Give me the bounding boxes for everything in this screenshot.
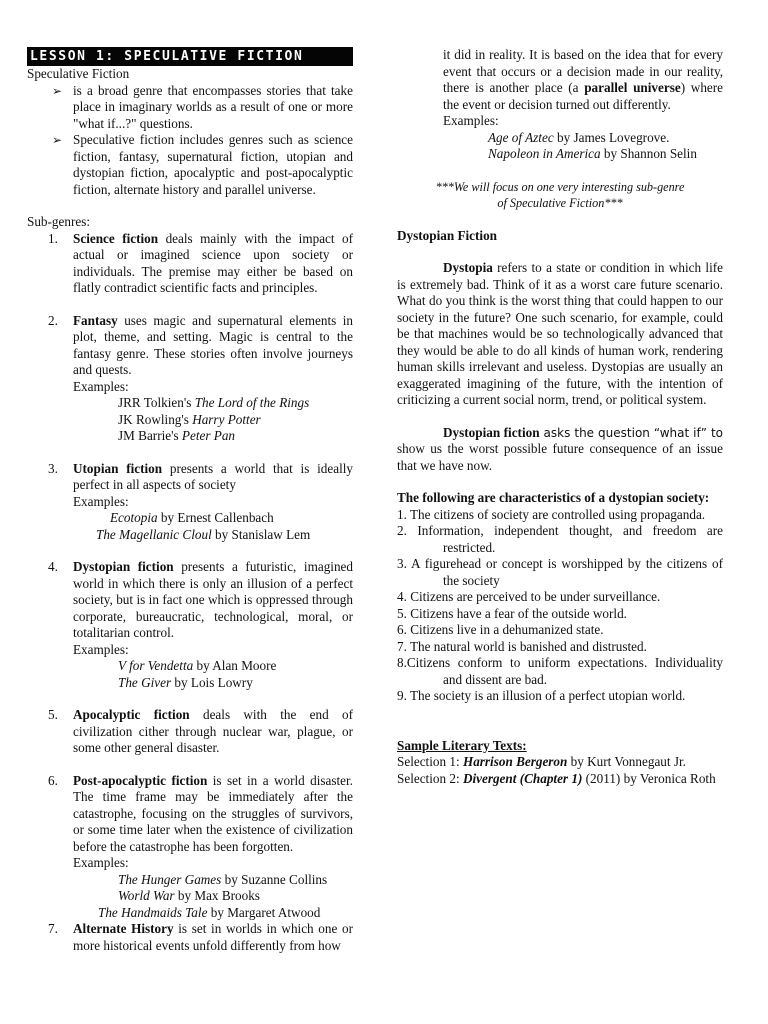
subgenre-term: Dystopian fiction xyxy=(73,559,174,574)
left-column xyxy=(27,47,353,954)
arrow-bullet-icon: ➢ xyxy=(52,133,63,147)
example-book: The Giver by Lois Lowry xyxy=(118,674,253,690)
subgenres-label: Sub-genres: xyxy=(27,214,90,229)
examples-label: Examples: xyxy=(73,378,129,394)
subgenre-item: 3. Utopian fiction presents a world that is ideally perfect in all aspects of society xyxy=(48,460,354,492)
example-book: JK Rowling's Harry Potter xyxy=(118,411,261,427)
examples-label: Examples: xyxy=(443,113,499,128)
sample-selection: Selection 2: Divergent (Chapter 1) (2011) by Veronica Roth xyxy=(397,770,716,786)
focus-note: of Speculative Fiction*** xyxy=(497,196,623,210)
examples-label: Examples: xyxy=(73,641,129,657)
sample-heading: Sample Literary Texts: xyxy=(397,737,527,753)
characteristic-item: 6. Citizens live in a dehumanized state. xyxy=(397,622,604,637)
example-book: Ecotopia by Ernest Callenbach xyxy=(110,510,274,525)
example-book: World War by Max Brooks xyxy=(118,888,260,903)
example-book: The Magellanic Cloul by Stanislaw Lem xyxy=(96,526,311,542)
lesson-title: LESSON 1: SPECULATIVE FICTION xyxy=(27,47,353,66)
intro-title: Speculative Fiction xyxy=(27,66,130,81)
characteristics-heading: The following are characteristics of a dystopian society: xyxy=(397,490,710,505)
intro-bullet: ➢ Speculative fiction includes genres such as science fiction, fantasy, supernatural fiction, utopian and dystopian fiction, apocalyptic and post-apocalyptic fiction, alternate history and parallel universe. xyxy=(52,132,353,197)
right-column xyxy=(397,47,723,787)
sample-selection: Selection 1: Harrison Bergeron by Kurt Vonnegaut Jr. xyxy=(397,754,686,769)
dystopia-paragraph: Dystopia refers to a state or condition in which life is extremely bad. Think of it as a worst care future scenario. What do you think is the worst thing that could happen to our society in the future? One such scenario, for example, could be that machines would be so technologically advanced that they would be able to do all kinds of human work, rendering human skills irrelevant and useless. Dystopias are usually an exaggerated imagining of the future, with the intention of criticizing a current social norm, trend, or political system. xyxy=(397,260,723,407)
example-book: The Hunger Games by Suzanne Collins xyxy=(118,871,328,887)
dystopian-fiction-paragraph: Dystopian fiction asks the question “what if” to show us the worst possible future consequence of an issue that we have now. xyxy=(397,424,723,473)
example-book: The Handmaids Tale by Margaret Atwood xyxy=(98,904,321,920)
characteristic-item: 7. The natural world is banished and distrusted. xyxy=(397,638,647,654)
example-book: V for Vendetta by Alan Moore xyxy=(118,658,277,673)
dystopian-heading: Dystopian Fiction xyxy=(397,227,498,243)
characteristic-item: 2. Information, independent thought, and freedom are restricted. xyxy=(397,523,723,555)
characteristic-item: 4. Citizens are perceived to be under surveillance. xyxy=(397,589,661,604)
subgenre-term: Utopian fiction xyxy=(73,460,163,476)
subgenre-term: Fantasy xyxy=(73,312,118,328)
characteristic-item: 5. Citizens have a fear of the outside world. xyxy=(397,605,627,621)
characteristic-item: 8.Citizens conform to uniform expectations. Individuality and dissent are bad. xyxy=(397,655,723,687)
subgenre-item: 5. Apocalyptic fiction deals with the end of civilization cither through nuclear war, plague, or some other general disaster. xyxy=(48,707,353,755)
subgenre-item: 6. Post-apocalyptic fiction is set in a world disaster. The time frame may be immediately after the catastrophe, focusing on the struggles of survivors, or some time later when the existence of civilization before the catastrophe has been forgotten. xyxy=(48,772,353,854)
intro-bullet: ➢ is a broad genre that encompasses stories that take place in imaginary worlds as a result of one or more "what if...?" questions. xyxy=(52,82,353,131)
characteristic-item: 1. The citizens of society are controlled using propaganda. xyxy=(397,506,706,522)
example-book: Napoleon in America by Shannon Selin xyxy=(488,146,697,161)
subgenre-item: 1. Science fiction deals mainly with the impact of actual or imagined science upon society or individuals. The premise may either be based on flatly contradict scientific facts and principles. xyxy=(48,230,354,295)
arrow-bullet-icon: ➢ xyxy=(52,83,63,98)
example-book: JM Barrie's Peter Pan xyxy=(118,428,236,443)
examples-label: Examples: xyxy=(73,855,129,870)
subgenre-term: Post-apocalyptic fiction xyxy=(73,772,208,788)
subgenre-item: 2. Fantasy uses magic and supernatural elements in plot, theme, and setting. Magic is central to the fantasy genre. These stories often involve journeys and quests. xyxy=(48,312,353,377)
focus-note: ***We will focus on one very interesting sub-genre xyxy=(435,179,685,194)
alt-history-continued: it did in reality. It is based on the idea that for every event that occurs or a decision made in our reality, there is another place (a parallel universe) where the event or decision turned out differently. xyxy=(443,47,724,112)
characteristic-item: 9. The society is an illusion of a perfect utopian world. xyxy=(397,688,686,703)
characteristic-item: 3. A figurehead or concept is worshipped by the citizens of the society xyxy=(397,556,723,588)
example-book: JRR Tolkien's The Lord of the Rings xyxy=(118,395,310,410)
subgenre-term: Apocalyptic fiction xyxy=(73,707,190,722)
subgenre-term: Science fiction xyxy=(73,230,159,246)
subgenre-item: 7. Alternate History is set in worlds in which one or more historical events unfold differently from how xyxy=(48,921,353,953)
examples-label: Examples: xyxy=(73,493,129,509)
example-book: Age of Aztec by James Lovegrove. xyxy=(488,129,670,145)
subgenre-item: 4. Dystopian fiction presents a futuristic, imagined world in which there is only an illusion of a perfect society, but is in fact one which is oppressed through corporate, bureaucratic, technological, moral, or totalitarian control. xyxy=(48,559,353,640)
subgenre-term: Alternate History xyxy=(73,921,174,936)
